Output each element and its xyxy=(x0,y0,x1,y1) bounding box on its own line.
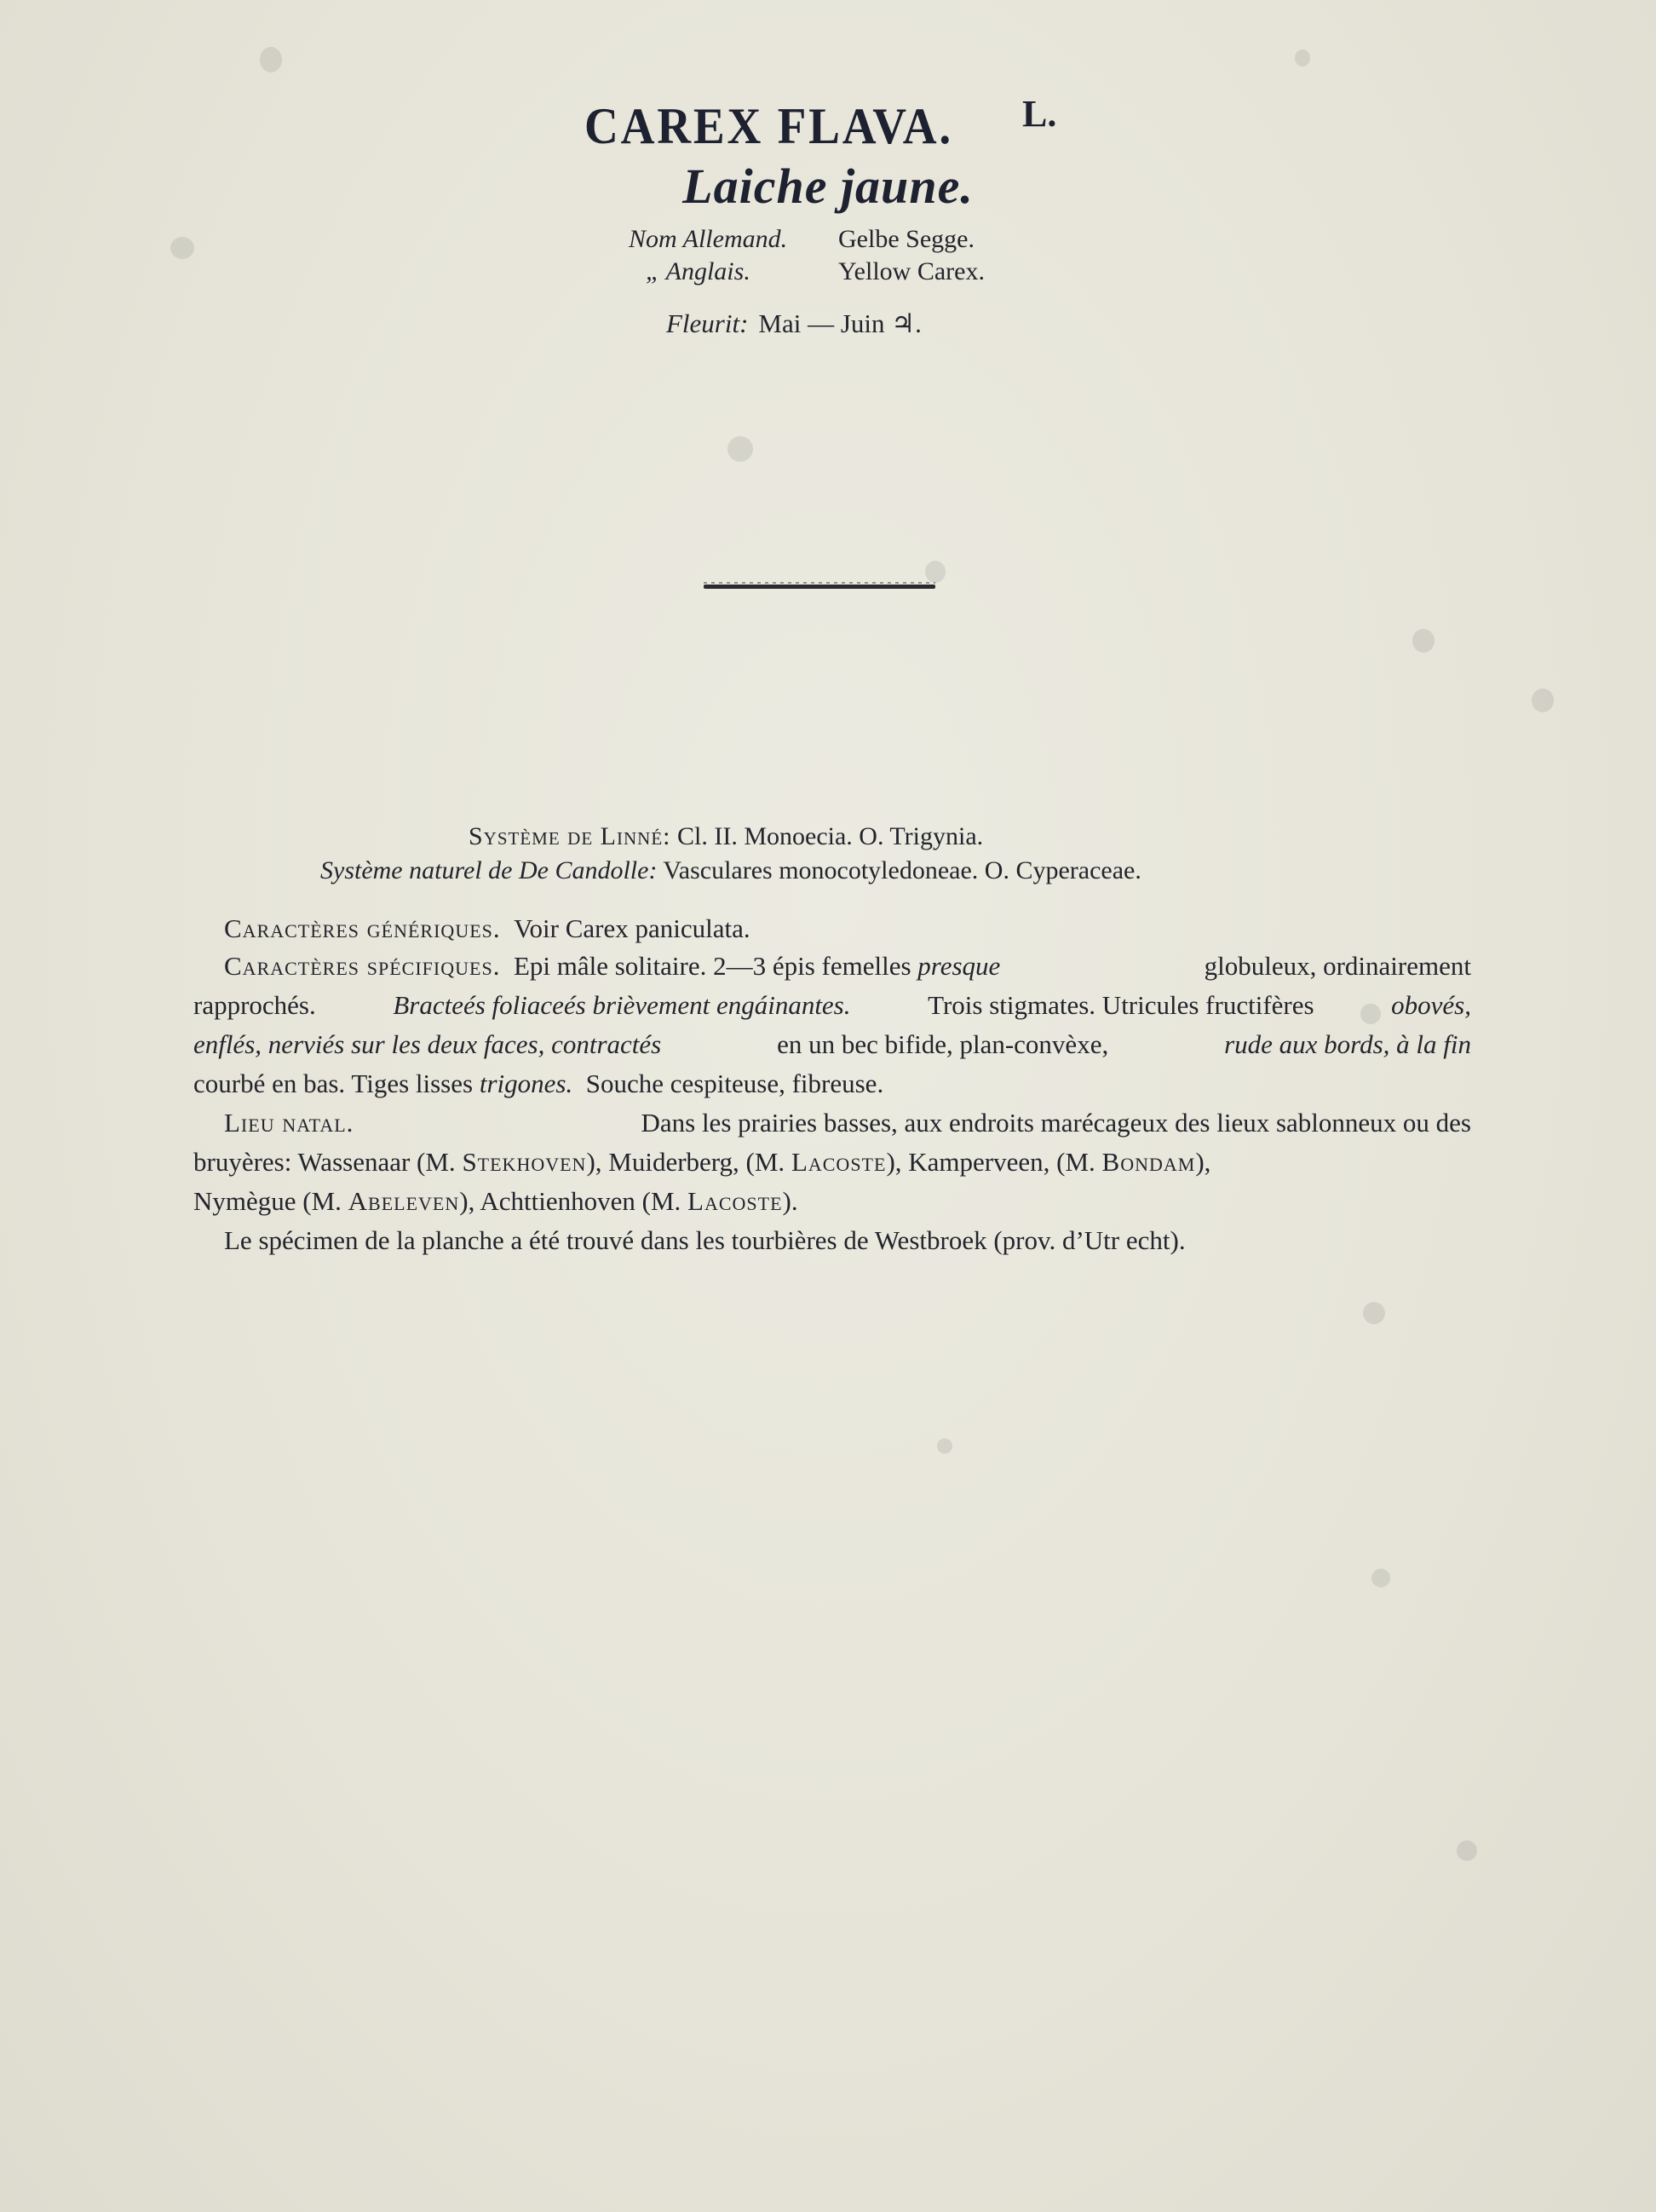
habitat-text: bruyères: Wassenaar (M. xyxy=(193,1147,456,1177)
candolle-value: Vasculares monocotyledoneae. O. Cyperaceae. xyxy=(663,856,1141,884)
paper-spot xyxy=(1363,1302,1385,1324)
specific-text-italic: rude aux bords, à la fin xyxy=(1224,1029,1471,1059)
specific-text-italic: trigones. xyxy=(479,1069,573,1098)
specimen-text: Le spécimen de la planche a été trouvé dans les tourbières de Westbroek (prov. d’Utr echt). xyxy=(224,1225,1186,1255)
collector-name: Lacoste xyxy=(791,1147,887,1177)
collector-name: Bondam xyxy=(1101,1147,1196,1177)
specific-label: Caractères spécifiques. xyxy=(224,951,501,981)
habitat-line-1 xyxy=(224,1108,1471,1138)
specific-text: Souche cespiteuse, fibreuse. xyxy=(585,1069,884,1098)
paper-spot xyxy=(170,237,194,259)
specific-text: globuleux, ordinairement xyxy=(1204,951,1471,981)
paper-spot xyxy=(1532,688,1554,712)
collector-name: Abeleven xyxy=(348,1186,460,1216)
paper-spot xyxy=(1412,629,1435,653)
species-title: CAREX FLAVA. xyxy=(584,98,953,154)
common-name-value: Gelbe Segge. xyxy=(838,225,975,253)
specific-line-4 xyxy=(193,1069,1471,1099)
specific-text: Epi mâle solitaire. 2—3 épis femelles xyxy=(513,951,911,981)
specific-text-italic: Bracteés foliaceés brièvement engáinantes. xyxy=(393,990,851,1020)
habitat-text: ), Muiderberg, (M. xyxy=(586,1147,785,1177)
linne-system xyxy=(469,822,983,851)
generic-characters xyxy=(224,913,1502,944)
french-name: Laiche jaune. xyxy=(682,158,974,214)
linne-value: Cl. II. Monoecia. O. Trigynia. xyxy=(677,822,984,850)
common-name-label: „ Anglais. xyxy=(646,257,750,285)
flowering-period xyxy=(666,308,922,339)
generic-label: Caractères génériques. xyxy=(224,913,501,943)
common-name-row-german xyxy=(622,223,1099,256)
specific-text-italic: presque xyxy=(917,951,1001,981)
habitat-line-2 xyxy=(193,1147,1471,1178)
paper-spot xyxy=(727,436,753,462)
specific-text: Trois stigmates. Utricules fructifères xyxy=(928,990,1314,1020)
flowering-label: Fleurit: xyxy=(666,308,749,338)
paper-spot xyxy=(260,47,282,72)
specific-line-3 xyxy=(193,1029,1471,1060)
paper-spot xyxy=(925,561,946,583)
specific-text: rapprochés. xyxy=(193,990,316,1020)
paper-spot xyxy=(937,1438,952,1454)
habitat-text: Dans les prairies basses, aux endroits marécageux des lieux sablonneux ou des xyxy=(641,1108,1471,1138)
common-name-label: Nom Allemand. xyxy=(629,225,788,253)
habitat-line-3 xyxy=(193,1186,1471,1217)
paper-spot xyxy=(1295,49,1310,66)
author-abbreviation: L. xyxy=(1022,93,1057,135)
common-name-value: Yellow Carex. xyxy=(838,257,985,285)
habitat-text: ), Kamperveen, (M. xyxy=(886,1147,1095,1177)
candolle-system xyxy=(320,856,1141,885)
specific-line-2 xyxy=(193,990,1471,1021)
habitat-text: ). xyxy=(782,1186,798,1216)
candolle-label: Système naturel de De Candolle: xyxy=(320,856,658,884)
specific-text-italic: obovés, xyxy=(1391,990,1471,1020)
paper-spot xyxy=(1457,1840,1477,1861)
common-name-row-english xyxy=(622,256,1099,288)
separator-rule xyxy=(704,585,935,589)
linne-label: Système de Linné: xyxy=(469,822,671,850)
specific-line-1 xyxy=(224,951,1471,982)
specimen-note xyxy=(224,1225,1502,1256)
generic-text: Voir Carex paniculata. xyxy=(514,913,750,943)
specific-text-italic: enflés, nerviés sur les deux faces, contractés xyxy=(193,1029,662,1059)
collector-name: Stekhoven xyxy=(462,1147,587,1177)
specific-text: en un bec bifide, plan-convèxe, xyxy=(777,1029,1109,1059)
common-names xyxy=(622,223,1099,288)
habitat-text: ), Achttienhoven (M. xyxy=(459,1186,681,1216)
specific-text: courbé en bas. Tiges lisses xyxy=(193,1069,474,1098)
habitat-text: Nymègue (M. xyxy=(193,1186,342,1216)
habitat-label: Lieu natal. xyxy=(224,1108,354,1138)
paper-spot xyxy=(1371,1569,1390,1587)
collector-name: Lacoste xyxy=(687,1186,783,1216)
flowering-value: Mai — Juin ♃. xyxy=(758,308,922,338)
habitat-text: ), xyxy=(1195,1147,1211,1177)
